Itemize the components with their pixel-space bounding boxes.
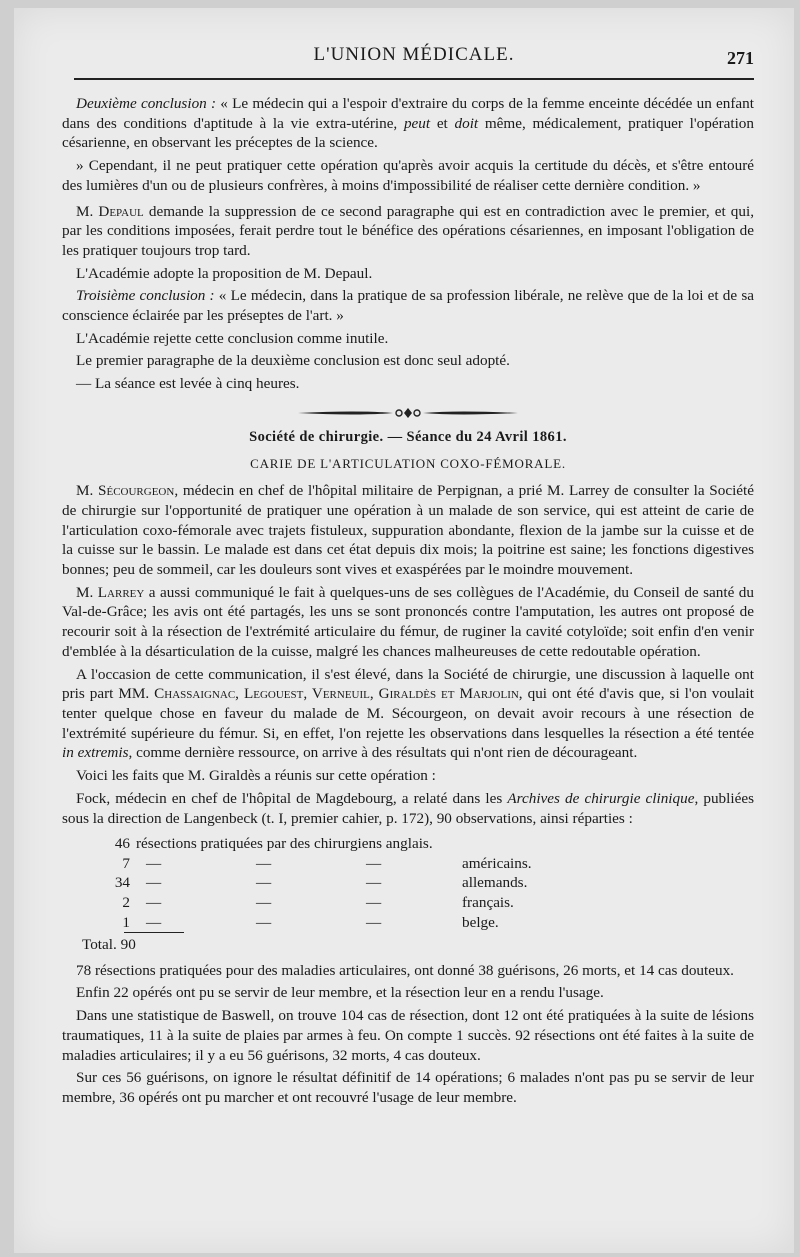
total-label: Total.	[82, 936, 117, 954]
emphasis: peut	[403, 114, 431, 132]
article-body	[62, 94, 754, 1111]
row-label: résections pratiquées par des chirurgiens anglais.	[136, 835, 433, 853]
paragraph-seance-levee: — La séance est levée à cinq heures.	[76, 375, 300, 393]
row-count: 46	[114, 835, 130, 853]
paragraph-text: et	[430, 114, 455, 132]
paragraph-troisieme-conclusion	[62, 286, 754, 325]
speaker-name: M. Sécourgeon	[76, 482, 175, 500]
paragraph-text: , publiées sous la direction de Langenbeck (t. I, premier cahier, p. 172), 90 observations, ainsi réparties :	[62, 789, 754, 827]
paragraph-text: a aussi communiqué le fait à quelques-uns de ses collègues de l'Académie, du Conseil de santé du Val-de-Grâce; les avis ont été partagés, les uns se sont prononcés contre l'amputation, les autres ont proposé de recourir soit à la résection de l'extrémité articulaire du fémur, de ruginer la cavité cotyloïde; soit enfin d'en venir d'emblée à la désarticulation de la cuisse, malgré les chances malheureuses de cette redoutable opération.	[62, 583, 754, 660]
row-label: français.	[462, 893, 514, 911]
ditto-dash: —	[256, 913, 272, 931]
paragraph-academie-rejette: L'Académie rejette cette conclusion comme inutile.	[76, 329, 389, 347]
ditto-dash: —	[366, 874, 382, 892]
table-row	[84, 834, 754, 854]
table-row	[84, 913, 754, 933]
paragraph-depaul	[62, 202, 754, 261]
paragraph-fock	[62, 789, 754, 828]
paragraph-deuxieme-conclusion	[62, 94, 754, 153]
total-value: 90	[120, 936, 136, 954]
ditto-dash: —	[366, 913, 382, 931]
ditto-dash: —	[146, 893, 162, 911]
ditto-dash: —	[366, 854, 382, 872]
table-row	[84, 873, 754, 893]
paragraph-text: qui ont été d'avis que, si l'on voulait tenter quelque chose en faveur du malade de M. Sécourgeon, on devait avoir recours à une résection de l'extrémité supérieure du fémur. Si, en effet, l'on rejette les observations dans lesquelles la résection a été tentée	[62, 685, 754, 742]
row-count: 2	[122, 893, 130, 911]
paragraph-secourgeon	[62, 481, 754, 580]
page-header	[74, 38, 754, 80]
paragraph-78-resections: 78 résections pratiquées pour des maladies articulaires, ont donné 38 guérisons, 26 morts, et 14 cas douteux.	[76, 961, 734, 979]
paragraph-text: « Le médecin, dans la pratique de sa profession libérale, ne relève que de la loi et de sa conscience éclairée par les préseptes de l'art. »	[62, 287, 754, 325]
paragraph-text: Fock, médecin en chef de l'hôpital de Magdebourg, a relaté dans les	[76, 789, 508, 807]
conclusion-label: Troisième conclusion :	[76, 287, 215, 305]
paragraph-premier-paragraphe: Le premier paragraphe de la deuxième conclusion est donc seul adopté.	[76, 352, 510, 370]
ditto-dash: —	[256, 854, 272, 872]
row-label: américains.	[462, 854, 532, 872]
table-row	[84, 893, 754, 913]
paragraph-text: , médecin en chef de l'hôpital militaire de Perpignan, a prié M. Larrey de consulter la Société de chirurgie sur l'opportunité de pratiquer une opération à un malade de son service, qui est atteint de carie de l'articulation coxo-fémorale avec trajets fistuleux, suppuration abondante, flexion de la jambe sur la cuisse et de la cuisse sur le bassin. Le malade est dans cet état depuis dix mois; la poitrine est saine; les fonctions digestives bonnes; peu de sommeil, car les douleurs sont vives et exaspérées par le moindre mouvement.	[62, 482, 754, 579]
paragraph-text: demande la suppression de ce second paragraphe qui est en contradiction avec le premier, et qui, par les conditions imposées, ferait perdre tout le bénéfice des opérations césariennes, en imposant l'obligation de les pratiquer toujours trop tard.	[62, 202, 754, 259]
paragraph-text: , comme dernière ressource, on arrive à des résultats qui n'ont rien de décourageant.	[128, 744, 638, 762]
section-subtitle: CARIE DE L'ARTICULATION COXO-FÉMORALE.	[250, 455, 566, 471]
row-count: 34	[114, 874, 130, 892]
speaker-name: M. Larrey	[76, 583, 145, 601]
journal-page	[14, 8, 794, 1253]
ditto-dash: —	[146, 913, 162, 931]
table-total	[82, 935, 754, 955]
table-row	[84, 854, 754, 874]
running-title: L'UNION MÉDICALE.	[313, 44, 515, 65]
ditto-dash: —	[366, 893, 382, 911]
resection-table	[84, 834, 754, 955]
paragraph-discussion	[62, 665, 754, 764]
row-label: belge.	[462, 913, 499, 931]
paragraph-academie-adopte: L'Académie adopte la proposition de M. Depaul.	[76, 264, 373, 282]
ditto-dash: —	[146, 874, 162, 892]
page-number: 271	[727, 48, 754, 68]
paragraph-baswell: Dans une statistique de Baswell, on trouve 104 cas de résection, dont 12 ont été pratiquées à la suite de lésions traumatiques, 11 à la suite de plaies par armes à feu. On compte 1 succès. 92 résections ont été faites à la suite de maladies articulaires; il y a eu 56 guérisons, 32 morts, 4 cas douteux.	[62, 1007, 754, 1064]
paragraph-larrey	[62, 583, 754, 662]
paragraph-giraldes: Voici les faits que M. Giraldès a réunis sur cette opération :	[76, 767, 436, 785]
row-count: 1	[122, 913, 130, 931]
conclusion-label: Deuxième conclusion :	[76, 95, 217, 112]
speaker-name: M. Depaul	[76, 202, 144, 220]
journal-title: Archives de chirurgie clinique	[507, 789, 695, 807]
paragraph-text: « Le médecin qui a l'espoir d'extraire du corps de la femme enceinte décédée un enfant dans des conditions d'aptitude à la vie extra-utérine,	[62, 95, 754, 132]
section-separator-ornament	[62, 406, 754, 420]
paragraph-56-guerisons: Sur ces 56 guérisons, on ignore le résultat définitif de 14 opérations; 6 malades n'ont pas pu se servir de leur membre, 36 opérés ont pu marcher et ont recouvré l'usage de leur membre.	[62, 1069, 754, 1106]
ditto-dash: —	[256, 874, 272, 892]
ditto-dash: —	[146, 854, 162, 872]
emphasis: doit	[454, 114, 479, 132]
row-count: 7	[122, 854, 130, 872]
ditto-dash: —	[256, 893, 272, 911]
total-rule	[124, 932, 184, 933]
paragraph-text: A l'occasion de cette communication, il s'est élevé, dans la Société de chirurgie, une discussion à laquelle ont pris part MM.	[62, 665, 754, 703]
row-label: allemands.	[462, 874, 528, 892]
paragraph-text: même, médicalement, pratiquer l'opération césarienne, en observant les préceptes de la science.	[62, 114, 754, 152]
paragraph-22-operes: Enfin 22 opérés ont pu se servir de leur membre, et la résection leur en a rendu l'usage.	[76, 984, 604, 1002]
paragraph-cependant: » Cependant, il ne peut pratiquer cette opération qu'après avoir acquis la certitude du décès, et s'être entouré des lumières d'un ou de plusieurs confrères, à moins d'impossibilité de réaliser cette dernière condition. »	[62, 157, 754, 194]
emphasis: in extremis	[62, 744, 129, 762]
section-title: Société de chirurgie. — Séance du 24 Avril 1861.	[249, 428, 567, 445]
participant-names: Chassaignac, Legouest, Verneuil, Giraldès et Marjolin,	[154, 685, 523, 703]
